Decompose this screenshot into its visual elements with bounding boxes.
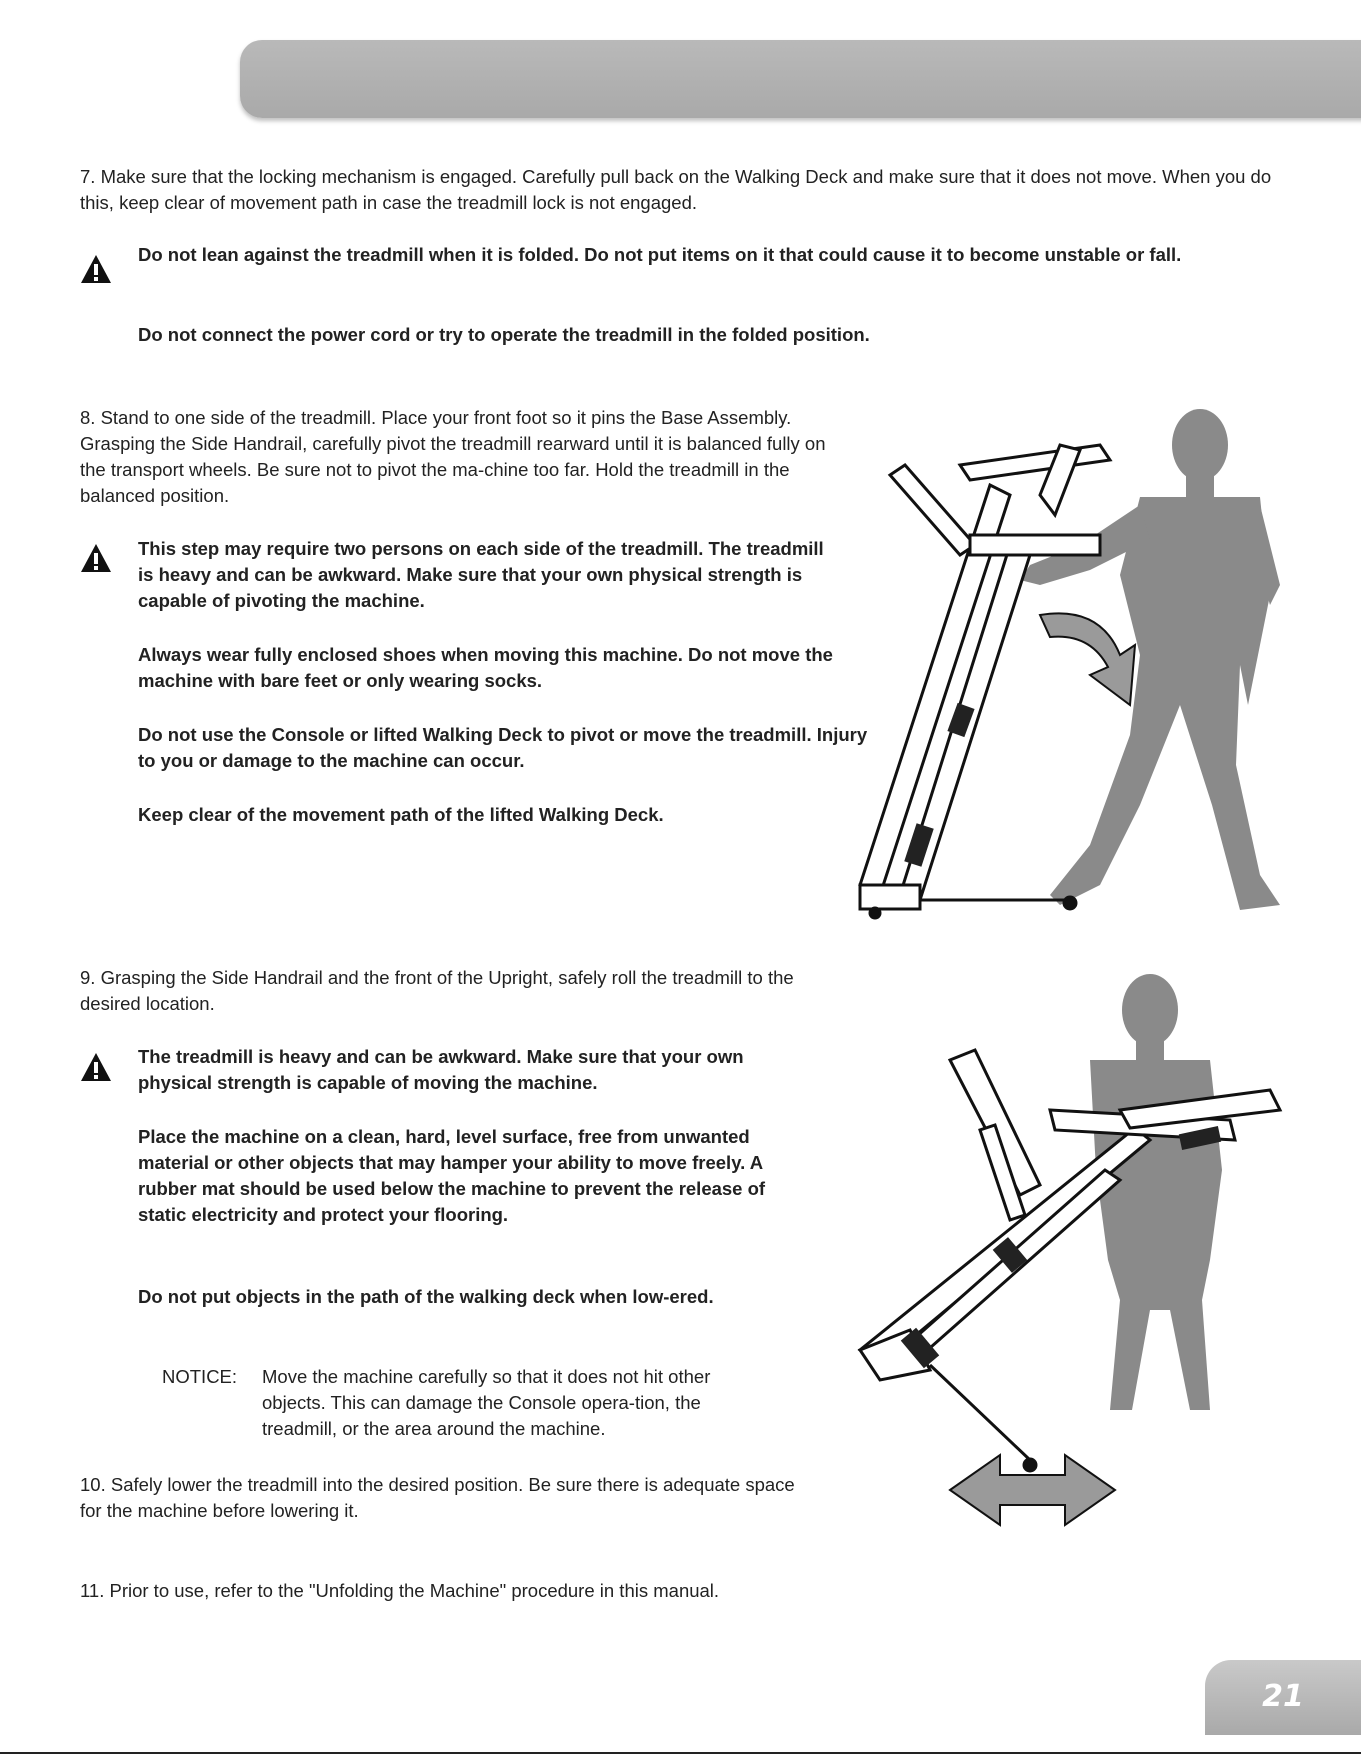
step-9-text: 9. Grasping the Side Handrail and the front of the Upright, safely roll the treadmill to the desired location. <box>80 967 794 1014</box>
step-7-text: 7. Make sure that the locking mechanism is engaged. Carefully pull back on the Walking Deck and make sure that it does not move. When you do this, keep clear of movement path in case the treadmill lock is not engaged. <box>80 166 1272 213</box>
step-8-warning-clear-path: Keep clear of the movement path of the lifted Walking Deck. <box>138 804 664 825</box>
step-10-text: 10. Safely lower the treadmill into the desired position. Be sure there is adequate space for the machine before lowering it. <box>80 1474 795 1521</box>
step-8-warning-console: Do not use the Console or lifted Walking Deck to pivot or move the treadmill. Injury to you or damage to the machine can occur. <box>138 724 868 771</box>
step-9-warning-surface: Place the machine on a clean, hard, level surface, free from unwanted material or other objects that may hamper your ability to move freely. A rubber mat should be used below the machine to prevent the release of static electricity and protect your flooring. <box>138 1126 766 1225</box>
roll-treadmill-illustration <box>850 970 1290 1570</box>
step-8-text: 8. Stand to one side of the treadmill. Place your front foot so it pins the Base Assembly. Grasping the Side Handrail, carefully pivot the treadmill rearward until it is balanced fully on the transport wheels. Be sure not to pivot the ma-chine too far. Hold the treadmill in the balanced position. <box>80 407 826 506</box>
warning-icon <box>80 543 112 573</box>
warning-icon <box>80 1052 112 1082</box>
step-7-warning-power: Do not connect the power cord or try to operate the treadmill in the folded position. <box>138 324 870 345</box>
step-8-warning-shoes: Always wear fully enclosed shoes when moving this machine. Do not move the machine with bare feet or only wearing socks. <box>138 644 833 691</box>
bottom-rule <box>0 1752 1361 1754</box>
notice-text: Move the machine carefully so that it does not hit other objects. This can damage the Console opera-tion, the treadmill, or the area around the machine. <box>262 1366 711 1439</box>
step-9-warning-objects: Do not put objects in the path of the walking deck when low-ered. <box>138 1286 714 1307</box>
page-number: 21 <box>1262 1679 1304 1714</box>
step-9-warning-heavy: The treadmill is heavy and can be awkward. Make sure that your own physical strength is capable of moving the machine. <box>138 1046 744 1093</box>
notice-label: NOTICE: <box>162 1366 238 1387</box>
step-7-warning-lean: Do not lean against the treadmill when it is folded. Do not put items on it that could cause it to become unstable or fall. <box>138 244 1182 265</box>
step-11-text: 11. Prior to use, refer to the "Unfolding the Machine" procedure in this manual. <box>80 1580 720 1601</box>
step-8-warning-two-persons: This step may require two persons on each side of the treadmill. The treadmill is heavy and can be awkward. Make sure that your own physical strength is capable of pivoting the machine. <box>138 538 824 611</box>
header-bar <box>240 40 1361 118</box>
warning-icon <box>80 254 112 284</box>
pivot-treadmill-illustration <box>840 405 1280 925</box>
